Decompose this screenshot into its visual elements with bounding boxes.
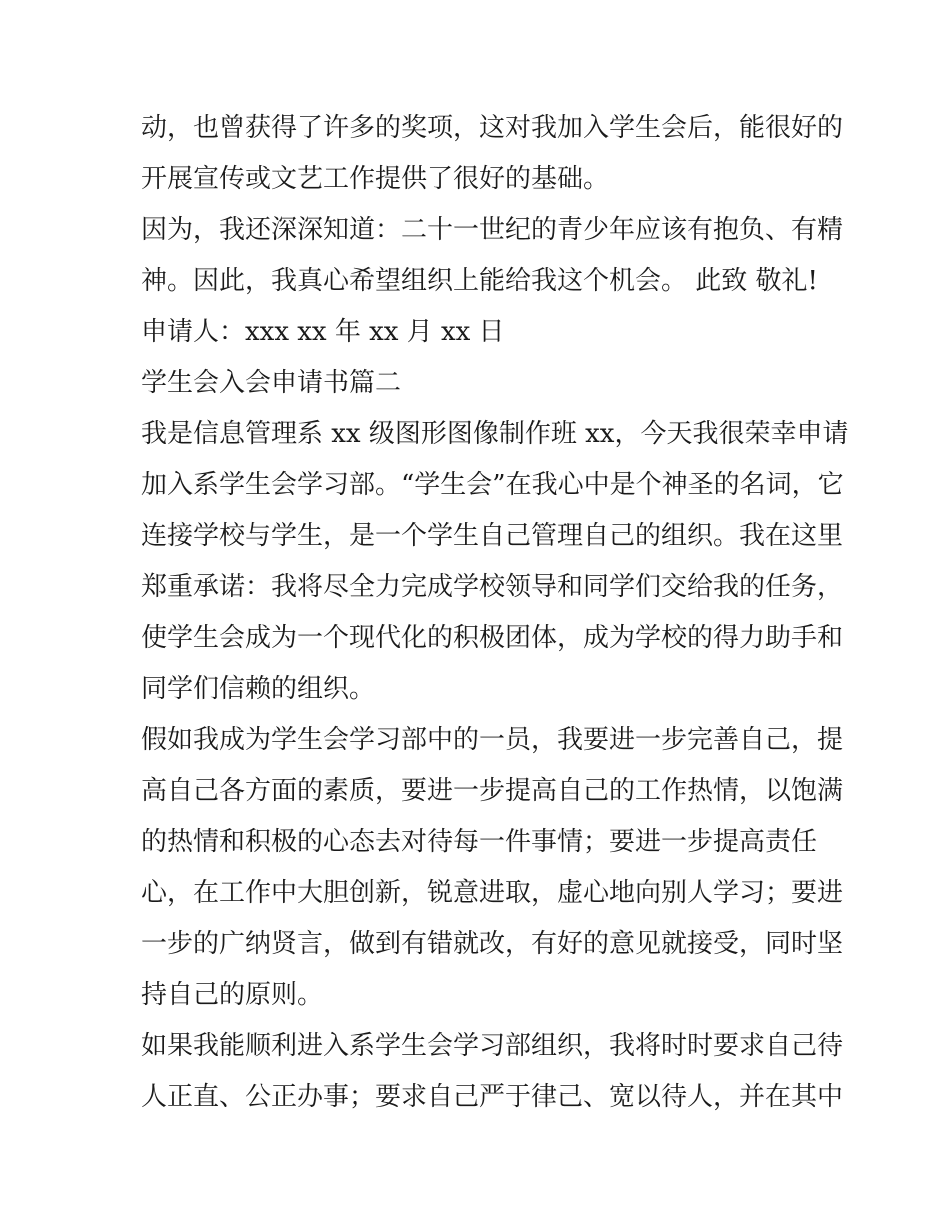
text-line: 因为，我还深深知道：二十一世纪的青少年应该有抱负、有精 (141, 215, 844, 245)
text-line: 一步的广纳贤言，做到有错就改，有好的意见就接受，同时坚 (141, 929, 844, 959)
text-line: 郑重承诺：我将尽全力完成学校领导和同学们交给我的任务， (141, 572, 844, 602)
text-line: 的热情和积极的心态去对待每一件事情；要进一步提高责任 (141, 827, 818, 857)
text-line: 使学生会成为一个现代化的积极团体，成为学校的得力助手和 (141, 623, 844, 653)
signature-line: 申请人：xxx xx 年 xx 月 xx 日 (141, 317, 505, 347)
text-line: 持自己的原则。 (141, 980, 324, 1010)
text-line: 动，也曾获得了许多的奖项，这对我加入学生会后，能很好的 (141, 113, 844, 143)
text-line: 如果我能顺利进入系学生会学习部组织，我将时时要求自己待 (141, 1031, 844, 1061)
section-heading: 学生会入会申请书篇二 (141, 368, 402, 398)
text-line: 加入系学生会学习部。“学生会”在我心中是个神圣的名词，它 (141, 470, 844, 500)
text-line: 人正直、公正办事；要求自己严于律己、宽以待人，并在其中 (141, 1082, 844, 1112)
text-line: 心，在工作中大胆创新，锐意进取，虚心地向别人学习；要进 (141, 878, 844, 908)
document-body (141, 103, 849, 1123)
text-line: 假如我成为学生会学习部中的一员，我要进一步完善自己，提 (141, 725, 844, 755)
text-line: 高自己各方面的素质，要进一步提高自己的工作热情，以饱满 (141, 776, 844, 806)
text-line: 神。因此，我真心希望组织上能给我这个机会。 此致 敬礼! (141, 266, 818, 296)
text-line: 同学们信赖的组织。 (141, 674, 376, 704)
text-line: 开展宣传或文艺工作提供了很好的基础。 (141, 164, 610, 194)
text-line: 我是信息管理系 xx 级图形图像制作班 xx，今天我很荣幸申请 (141, 419, 849, 449)
text-line: 连接学校与学生，是一个学生自己管理自己的组织。我在这里 (141, 521, 844, 551)
